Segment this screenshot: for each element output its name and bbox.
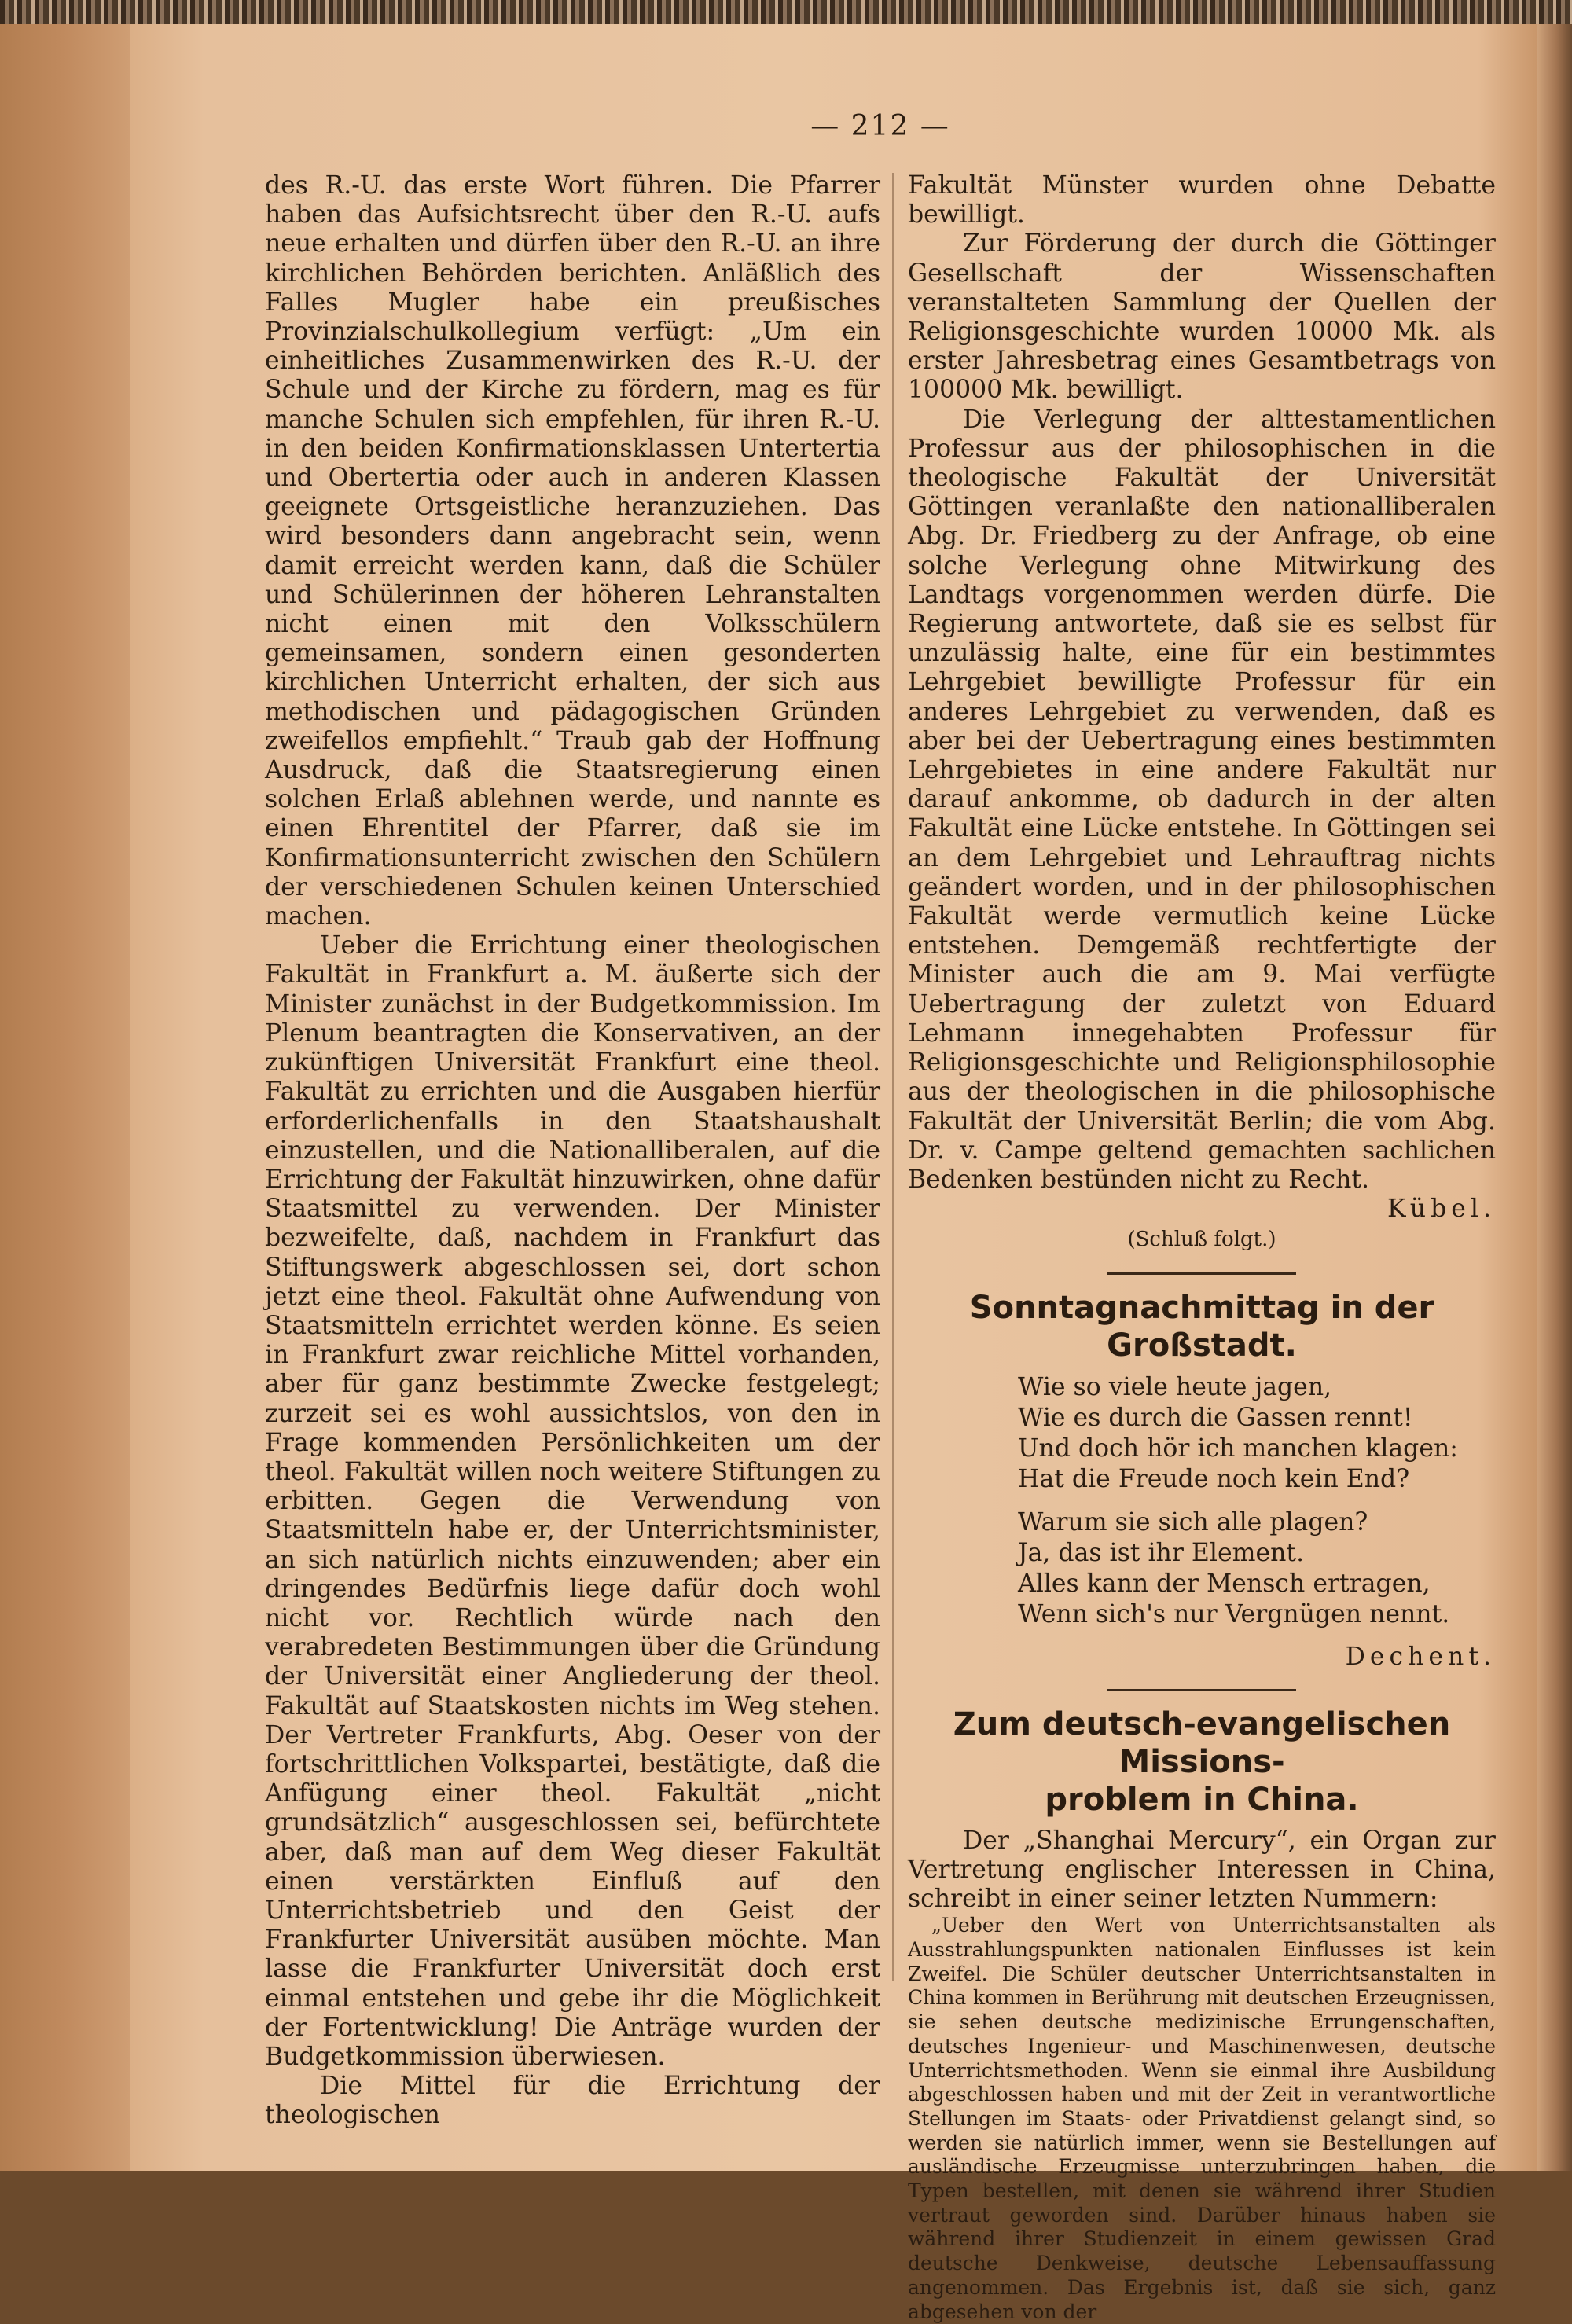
column-divider — [892, 173, 894, 1981]
article-quote — [908, 1914, 1496, 2324]
poem-stanza — [1018, 1372, 1496, 1495]
poem-line: Wie es durch die Gassen rennt! — [1018, 1403, 1413, 1432]
section-divider — [1107, 1272, 1296, 1275]
poem-line: Ja, das ist ihr Element. — [1018, 1538, 1305, 1567]
poem-line: Hat die Freude noch kein End? — [1018, 1464, 1410, 1493]
poem-title: Sonntagnachmittag in der Großstadt. — [969, 1289, 1434, 1364]
right-column — [908, 171, 1496, 2324]
poem-line: Und doch hör ich manchen klagen: — [1018, 1434, 1458, 1463]
author-signature: Kübel. — [1387, 1195, 1496, 1224]
quote-text: „Ueber den Wert von Unterrichtsanstalten als Ausstrahlungspunkten nationalen Einflusses ist kein Zweifel. Die Schüler deutscher Unterrichtsanstalten in China kommen in Berührung mit deutschen Erzeugnissen, sie sehen deutsche medizinische Errungenschaften, deutsches Ingenieur- und Maschinenwesen, deutsche Unterrichtsmethoden. Wenn sie einmal ihre Ausbildung abgeschlossen haben und mit der Zeit in verantwortliche Stellungen im Staats- oder Privatdienst gelangt sind, so werden sie natürlich immer, wenn sie Bestellungen auf ausländische Erzeugnisse unterzubringen haben, die Typen bestellen, mit denen sie während ihrer Studien vertraut geworden sind. Darüber hinaus haben sie während ihrer Studienzeit in einem gewissen Grad deutsche Denkweise, deutsche Lebensauffassung angenommen. Das Ergebnis ist, daß sie sich, ganz abgesehen von der — [908, 1914, 1496, 2323]
article-title-line: problem in China. — [1045, 1781, 1359, 1818]
poem-line: Wenn sich's nur Vergnügen nennt. — [1018, 1599, 1450, 1628]
book-top-edge — [0, 0, 1572, 24]
paragraph: Die Mittel für die Errichtung der theologischen — [265, 2072, 880, 2130]
article-title-line: Zum deutsch-evangelischen Missions- — [953, 1705, 1451, 1780]
paragraph: Zur Förderung der durch die Göttinger Gesellschaft der Wissenschaften veranstalteten Sammlung der Quellen der Religionsgeschichte wurden 10000 Mk. als erster Jahresbetrag eines Gesamtbetrags von 100000 Mk. bewilligt. — [908, 229, 1496, 405]
poem-line: Warum sie sich alle plagen? — [1018, 1507, 1368, 1536]
book-spine-margin — [0, 24, 130, 2171]
book-right-edge — [1537, 24, 1572, 2171]
paragraph: Die Verlegung der alttestamentlichen Professur aus der philosophischen in die theologische Fakultät der Universität Göttingen veranlaßte den nationalliberalen Abg. Dr. Friedberg zu der Anfrage, ob eine solche Verlegung ohne Mitwirkung des Landtags vorgenommen werden dürfe. Die Regierung antwortete, daß sie es selbst für unzulässig halte, eine für ein bestimmtes Lehrgebiet bewilligte Professur für ein anderes Lehrgebiet zu verwenden, daß es aber bei der Uebertragung eines bestimmten Lehrgebietes in eine andere Fakultät nur darauf ankomme, ob dadurch in der alten Fakultät eine Lücke entstehe. In Göttingen sei an dem Lehrgebiet und Lehrauftrag nichts geändert worden, und in der philosophischen Fakultät werde vermutlich keine Lücke entstehen. Demgemäß rechtfertigte der Minister auch die am 9. Mai verfügte Uebertragung der zuletzt von Eduard Lehmann innegehabten Professur für Religionsgeschichte und Religionsphilosophie aus der theologischen in die philosophische Fakultät der Universität Berlin; die vom Abg. Dr. v. Campe geltend gemachten sachlichen Bedenken bestünden nicht zu Recht. — [908, 405, 1496, 1194]
section-divider — [1107, 1689, 1296, 1691]
left-column — [265, 171, 880, 2131]
continued-note: (Schluß folgt.) — [1127, 1228, 1276, 1252]
page-number: — 212 — — [810, 110, 950, 142]
poem — [1018, 1372, 1496, 1630]
paragraph: Fakultät Münster wurden ohne Debatte bewilligt. — [908, 171, 1496, 229]
article-intro: Der „Shanghai Mercury“, ein Organ zur Vertretung englischer Interessen in China, schreibt in einer seiner letzten Nummern: — [908, 1826, 1496, 1914]
poem-author: Dechent. — [1345, 1642, 1496, 1671]
article-title — [908, 1705, 1496, 1819]
poem-line: Wie so viele heute jagen, — [1018, 1372, 1332, 1401]
poem-stanza — [1018, 1507, 1496, 1630]
paragraph: des R.-U. das erste Wort führen. Die Pfarrer haben das Aufsichtsrecht über den R.-U. aufs neue erhalten und dürfen über den R.-U. an ihre kirchlichen Behörden berichten. Anläßlich des Falles Mugler habe ein preußisches Provinzialschulkollegium verfügt: „Um ein einheitliches Zusammenwirken des R.-U. der Schule und der Kirche zu fördern, mag es für manche Schulen sich empfehlen, für ihren R.-U. in den beiden Konfirmationsklassen Untertertia und Obertertia oder auch in anderen Klassen geeignete Ortsgeistliche heranzuziehen. Das wird besonders dann angebracht sein, wenn damit erreicht werden kann, daß die Schüler und Schülerinnen der höheren Lehranstalten nicht einen mit den Volksschülern gemeinsamen, sondern einen gesonderten kirchlichen Unterricht erhalten, der sich aus methodischen und pädagogischen Gründen zweifellos empfiehlt.“ Traub gab der Hoffnung Ausdruck, daß die Staatsregierung einen solchen Erlaß ablehnen werde, und nannte es einen Ehrentitel der Pfarrer, daß sie im Konfirmationsunterricht zwischen den Schülern der verschiedenen Schulen keinen Unterschied machen. — [265, 171, 880, 931]
paragraph: Ueber die Errichtung einer theologischen Fakultät in Frankfurt a. M. äußerte sich der Minister zunächst in der Budgetkommission. Im Plenum beantragten die Konservativen, an der zukünftigen Universität Frankfurt eine theol. Fakultät zu errichten und die Ausgaben hierfür erforderlichenfalls in den Staatshaushalt einzustellen, und die Nationalliberalen, auf die Errichtung der Fakultät hinzuwirken, ohne dafür Staatsmittel zu verwenden. Der Minister bezweifelte, daß, nachdem in Frankfurt das Stiftungswerk abgeschlossen sei, dort schon jetzt eine theol. Fakultät ohne Aufwendung von Staatsmitteln errichtet werden könne. Es seien in Frankfurt zwar reichliche Mittel vorhanden, aber für ganz bestimmte Zwecke festgelegt; zurzeit sei es wohl aussichtslos, von den in Frage kommenden Persönlichkeiten um der theol. Fakultät willen noch weitere Stiftungen zu erbitten. Gegen die Verwendung von Staatsmitteln habe er, der Unterrichtsminister, an sich natürlich nichts einzuwenden; aber ein dringendes Bedürfnis liege dafür doch wohl nicht vor. Rechtlich würde nach den verabredeten Bestimmungen über die Gründung der Universität einer Angliederung der theol. Fakultät auf Staatskosten nichts im Weg stehen. Der Vertreter Frankfurts, Abg. Oeser von der fortschrittlichen Volkspartei, bestätigte, daß die Anfügung einer theol. Fakultät „nicht grundsätzlich“ ausgeschlossen sei, befürchtete aber, daß man auf dem Weg dieser Fakultät einen verstärkten Einfluß auf den Unterrichtsbetrieb und den Geist der Frankfurter Universität ausüben möchte. Man lasse die Frankfurter Universität doch erst einmal entstehen und gebe ihr die Möglichkeit der Fortentwicklung! Die Anträge wurden der Budgetkommission überwiesen. — [265, 931, 880, 2071]
poem-line: Alles kann der Mensch ertragen, — [1018, 1569, 1431, 1598]
